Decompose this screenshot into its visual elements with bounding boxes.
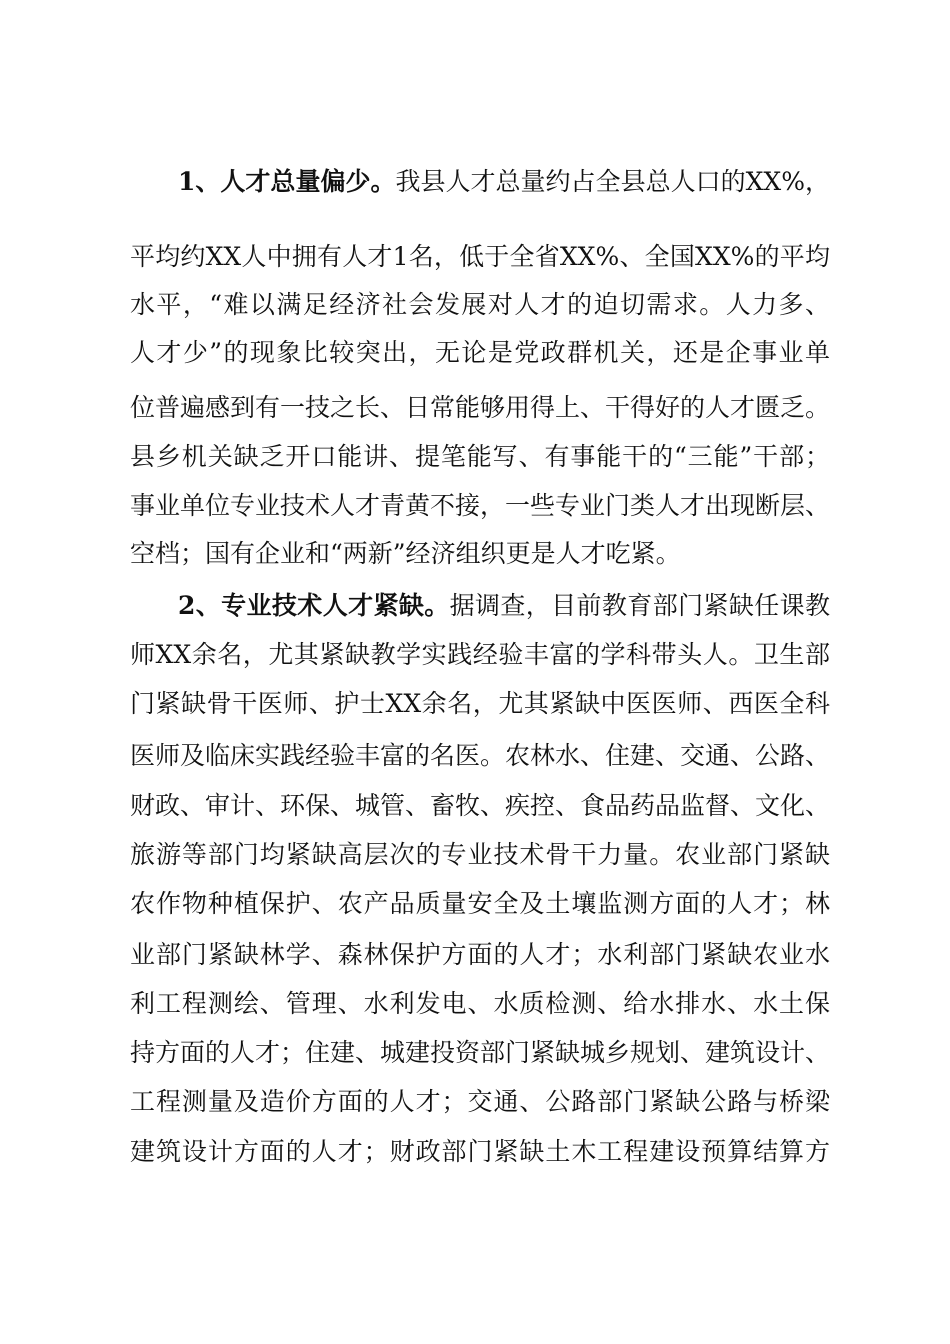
paragraph-2-line-6: 旅游等部门均紧缺高层次的专业技术骨干力量。农业部门紧缺 (130, 840, 830, 869)
paragraph-2-line-3: 门紧缺骨干医师、护士XX余名，尤其紧缺中医医师、西医全科 (130, 689, 830, 718)
paragraph-1-line-5: 位普遍感到有一技之长、日常能够用得上、干得好的人才匮乏。 (130, 393, 831, 422)
paragraph-2-heading: 2、专业技术人才紧缺。 (178, 591, 450, 620)
paragraph-2-line-9: 利工程测绘、管理、水利发电、水质检测、给水排水、水土保 (130, 989, 830, 1018)
paragraph-2-line-1 (178, 589, 830, 623)
paragraph-1-line-3: 水平，“难以满足经济社会发展对人才的迫切需求。人力多、 (130, 290, 830, 319)
paragraph-1-line-1 (178, 165, 830, 199)
paragraph-1-line-8: 空档；国有企业和“两新”经济组织更是人才吃紧。 (130, 539, 681, 568)
paragraph-2-line-4: 医师及临床实践经验丰富的名医。农林水、住建、交通、公路、 (130, 741, 831, 770)
paragraph-2-line-10: 持方面的人才；住建、城建投资部门紧缺城乡规划、建筑设计、 (130, 1038, 831, 1067)
paragraph-1-line-2: 平均约XX人中拥有人才1名，低于全省XX%、全国XX%的平均 (130, 242, 830, 271)
paragraph-1-line-7: 事业单位专业技术人才青黄不接，一些专业门类人才出现断层、 (130, 491, 831, 520)
paragraph-2-line-2: 师XX余名，尤其紧缺教学实践经验丰富的学科带头人。卫生部 (130, 640, 830, 669)
paragraph-1-line-6: 县乡机关缺乏开口能讲、提笔能写、有事能干的“三能”干部； (130, 442, 830, 471)
paragraph-2-line-5: 财政、审计、环保、城管、畜牧、疾控、食品药品监督、文化、 (130, 791, 831, 820)
paragraph-2-line-7: 农作物种植保护、农产品质量安全及土壤监测方面的人才；林 (130, 889, 830, 918)
paragraph-2-line-8: 业部门紧缺林学、森林保护方面的人才；水利部门紧缺农业水 (130, 940, 830, 969)
paragraph-2-line-12: 建筑设计方面的人才；财政部门紧缺土木工程建设预算结算方 (130, 1137, 830, 1166)
paragraph-2-text: 据调查，目前教育部门紧缺任课教 (449, 591, 830, 620)
paragraph-1-heading: 1、人才总量偏少。 (178, 167, 396, 196)
paragraph-1-text: 我县人才总量约占全县总人口的XX%， (395, 167, 830, 196)
paragraph-1-line-4: 人才少”的现象比较突出，无论是党政群机关，还是企事业单 (130, 338, 830, 367)
paragraph-2-line-11: 工程测量及造价方面的人才；交通、公路部门紧缺公路与桥梁 (130, 1087, 830, 1116)
